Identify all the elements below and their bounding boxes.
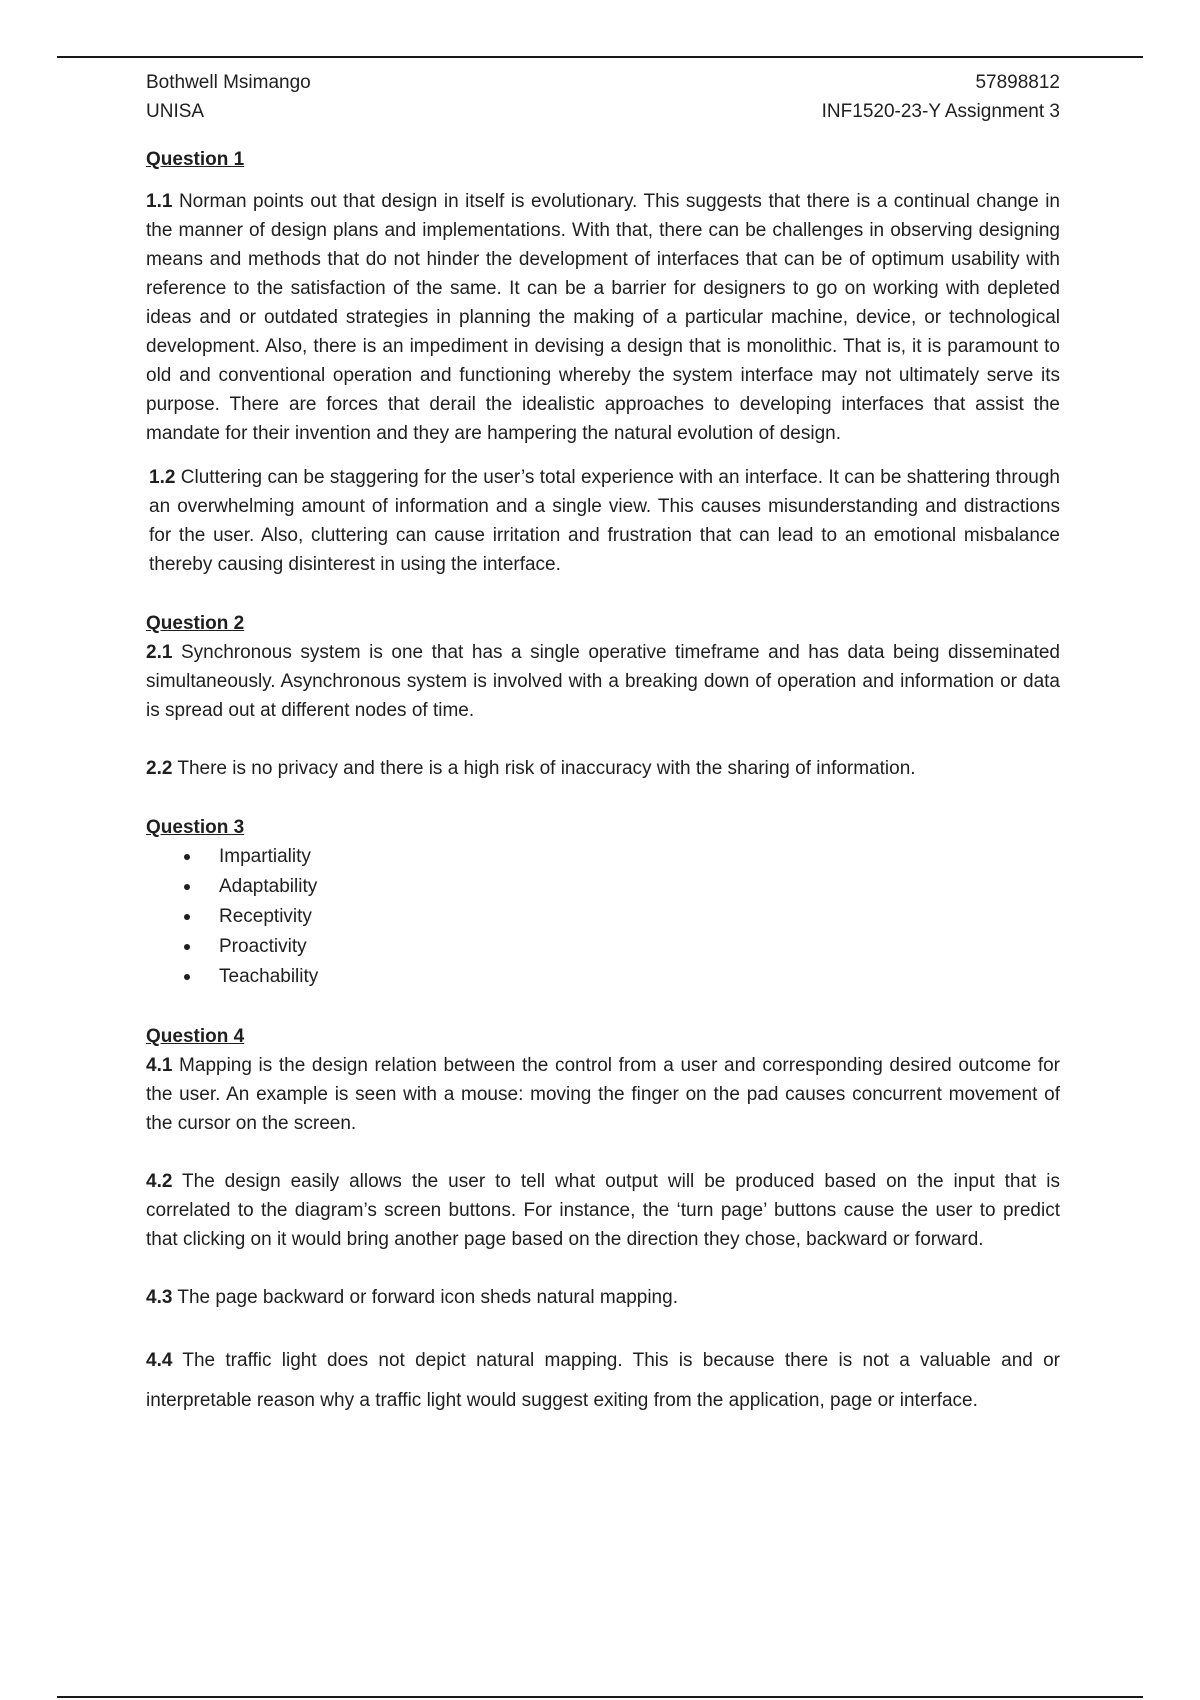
header-row-2 — [146, 97, 1060, 126]
institution: UNISA — [146, 101, 205, 122]
answer-2-2 — [146, 754, 1060, 783]
answer-4-4-number: 4.4 — [146, 1350, 173, 1371]
student-number: 57898812 — [975, 72, 1060, 93]
question-2-heading: Question 2 — [146, 613, 245, 634]
answer-4-3-text: The page backward or forward icon sheds natural mapping. — [177, 1287, 678, 1308]
answer-4-4 — [146, 1341, 1060, 1421]
answer-4-1 — [146, 1051, 1060, 1138]
answer-4-3 — [146, 1283, 1060, 1312]
author-name: Bothwell Msimango — [146, 72, 311, 93]
answer-4-1-number: 4.1 — [146, 1055, 173, 1076]
answer-4-2 — [146, 1167, 1060, 1254]
answer-1-2 — [146, 463, 1060, 579]
answer-2-2-text: There is no privacy and there is a high risk of inaccuracy with the sharing of information. — [177, 758, 916, 779]
answer-4-4-text: The traffic light does not depict natural mapping. This is because there is not a valuable and or interpretable reason why a traffic light would suggest exiting from the application, page or interface. — [146, 1350, 1061, 1411]
list-item: Teachability — [184, 962, 1060, 992]
bottom-rule — [57, 1696, 1143, 1698]
top-rule — [57, 56, 1143, 58]
answer-4-3-number: 4.3 — [146, 1287, 173, 1308]
list-item: Impartiality — [184, 842, 1060, 872]
question-3-heading: Question 3 — [146, 817, 245, 838]
answer-4-1-text: Mapping is the design relation between the control from a user and corresponding desired outcome for the user. An example is seen with a mouse: moving the finger on the pad causes concurrent movement of the cursor on the screen. — [146, 1055, 1060, 1134]
question-1-heading: Question 1 — [146, 149, 245, 170]
answer-1-1-number: 1.1 — [146, 191, 173, 212]
assignment-title: INF1520-23-Y Assignment 3 — [821, 101, 1060, 122]
answer-2-1-text: Synchronous system is one that has a single operative timeframe and has data being disseminated simultaneously. Asynchronous system is involved with a breaking down of operation and information or data is spread out at different nodes of time. — [146, 642, 1060, 721]
answer-1-1 — [146, 187, 1060, 448]
header-row-1 — [146, 68, 1060, 97]
answer-2-1 — [146, 638, 1060, 725]
answer-2-1-number: 2.1 — [146, 642, 173, 663]
list-item: Adaptability — [184, 872, 1060, 902]
answer-1-1-text: Norman points out that design in itself is evolutionary. This suggests that there is a continual change in the manner of design plans and implementations. With that, there can be challenges in observing designing means and methods that do not hinder the development of interfaces that can be of optimum usability with reference to the satisfaction of the same. It can be a barrier for designers to go on working with depleted ideas and or outdated strategies in planning the making of a particular machine, device, or technological development. Also, there is an impediment in devising a design that is monolithic. That is, it is paramount to old and conventional operation and functioning whereby the system interface may not ultimately serve its purpose. There are forces that derail the idealistic approaches to developing interfaces that assist the mandate for their invention and they are hampering the natural evolution of design. — [146, 191, 1060, 444]
answer-4-2-text: The design easily allows the user to tell what output will be produced based on the input that is correlated to the diagram’s screen buttons. For instance, the ‘turn page’ buttons cause the user to predict that clicking on it would bring another page based on the direction they chose, backward or forward. — [146, 1171, 1061, 1250]
document-page — [146, 68, 1060, 1421]
list-item: Proactivity — [184, 932, 1060, 962]
answer-1-2-number: 1.2 — [149, 467, 176, 488]
question-4-heading: Question 4 — [146, 1026, 245, 1047]
answer-2-2-number: 2.2 — [146, 758, 173, 779]
answer-1-2-text: Cluttering can be staggering for the user’s total experience with an interface. It can be shattering through an overwhelming amount of information and a single view. This causes misunderstanding and distractions for the user. Also, cluttering can cause irritation and frustration that can lead to an emotional misbalance thereby causing disinterest in using the interface. — [149, 467, 1061, 575]
list-item: Receptivity — [184, 902, 1060, 932]
qualities-list — [146, 842, 1060, 992]
answer-4-2-number: 4.2 — [146, 1171, 173, 1192]
